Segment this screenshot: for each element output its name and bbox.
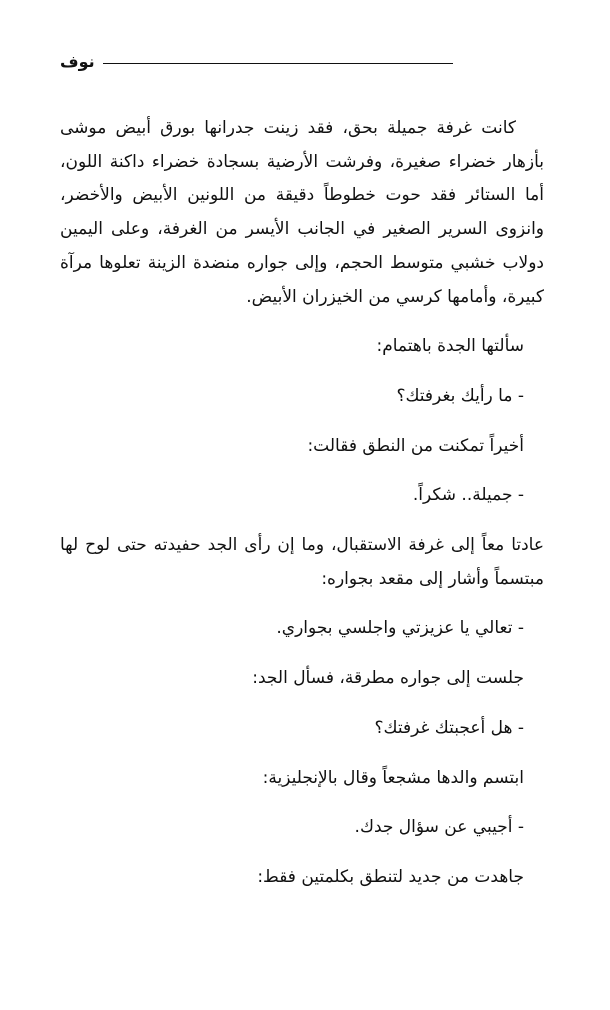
page-body — [60, 112, 544, 895]
dialogue-line: - هل أعجبتك غرفتك؟ — [374, 717, 524, 738]
chapter-title: نوف — [60, 52, 95, 71]
opening-paragraph: كانت غرفة جميلة بحق، فقد زينت جدرانها بورق أبيض موشى بأزهار خضراء صغيرة، وفرشت الأرضية بسجادة خضراء داكنة اللون، أما الستائر فقد حوت خطوطاً دقيقة من اللونين الأبيض والأخضر، وانزوى السرير الصغير في الجانب الأيسر من الغرفة، وعلى اليمين دولاب خشبي متوسط الحجم، وإلى جواره منضدة الزينة تعلوها مرآة كبيرة، وأمامها كرسي من الخيزران الأبيض. — [60, 118, 544, 307]
dialogue-line: - أجيبي عن سؤال جدك. — [354, 817, 524, 838]
running-header — [60, 52, 460, 72]
narration-line: أخيراً تمكنت من النطق فقالت: — [307, 435, 524, 456]
narration-paragraph: عادتا معاً إلى غرفة الاستقبال، وما إن رأى الجد حفيدته حتى لوح لها مبتسماً وأشار إلى مقعد بجواره: — [60, 535, 544, 589]
header-rule — [103, 63, 453, 64]
dialogue-line: - ما رأيك بغرفتك؟ — [396, 385, 524, 406]
narration-line: سألتها الجدة باهتمام: — [376, 336, 524, 357]
narration-line: جاهدت من جديد لتنطق بكلمتين فقط: — [257, 866, 524, 887]
narration-line: جلست إلى جواره مطرقة، فسأل الجد: — [252, 668, 524, 689]
dialogue-line: - جميلة.. شكراً. — [412, 485, 524, 506]
dialogue-line: - تعالي يا عزيزتي واجلسي بجواري. — [276, 618, 524, 639]
narration-line: ابتسم والدها مشجعاً وقال بالإنجليزية: — [262, 767, 524, 788]
